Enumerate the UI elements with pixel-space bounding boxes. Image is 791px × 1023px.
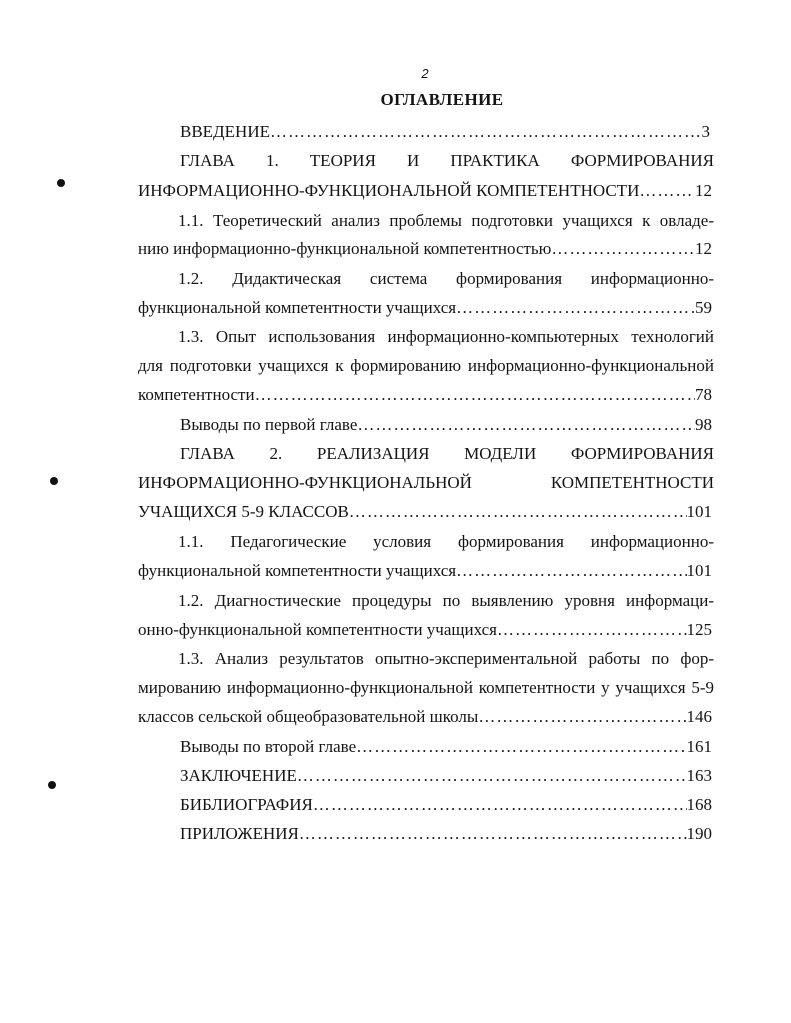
toc-entry-text: функциональной компетентности учащихся — [138, 561, 457, 580]
toc-entry-page: 163 — [686, 766, 712, 785]
toc-section-2-3-line-1: 1.3. Анализ результатов опытно-экспериментальной работы по фор- — [178, 649, 714, 668]
toc-section-2-3-line-2: мированию информационно-функциональной компетентности у учащихся 5-9 — [138, 678, 714, 697]
toc-section-1-3 — [138, 384, 712, 406]
toc-entry-page: 101 — [686, 502, 712, 521]
toc-entry-text: ИНФОРМАЦИОННО-ФУНКЦИОНАЛЬНОЙ КОМПЕТЕНТНОСТИ — [138, 181, 640, 200]
leader-dots — [456, 560, 686, 582]
toc-entry-page: 3 — [701, 122, 710, 141]
toc-entry-text: функциональной компетентности учащихся — [138, 298, 457, 317]
toc-entry-text: компетентности — [138, 385, 255, 404]
punch-hole-mark — [57, 179, 65, 187]
punch-hole-mark — [48, 781, 56, 789]
punch-hole-mark — [50, 477, 58, 485]
leader-dots — [356, 736, 686, 758]
toc-entry-page: 101 — [686, 561, 712, 580]
leader-dots — [456, 297, 695, 319]
leader-dots — [313, 794, 687, 816]
toc-section-2-3 — [138, 706, 712, 728]
leader-dots — [639, 180, 695, 202]
toc-chapter-1-line-1: ГЛАВА 1. ТЕОРИЯ И ПРАКТИКА ФОРМИРОВАНИЯ — [180, 151, 714, 170]
leader-dots — [551, 238, 695, 260]
toc-entry-text: онно-функциональной компетентности учащихся — [138, 620, 497, 639]
toc-entry-text: ВВЕДЕНИЕ — [180, 122, 270, 141]
toc-section-2-2 — [138, 619, 712, 641]
toc-entry-page: 12 — [695, 239, 712, 258]
toc-entry-text: Выводы по второй главе — [180, 737, 357, 756]
toc-entry-text: нию информационно-функциональной компетентностью — [138, 239, 552, 258]
toc-entry-intro — [180, 121, 710, 143]
leader-dots — [497, 619, 687, 641]
toc-entry-text: классов сельской общеобразовательной школы — [138, 707, 479, 726]
toc-entry-page: 125 — [686, 620, 712, 639]
toc-entry-page: 12 — [695, 181, 712, 200]
toc-entry-text: ЗАКЛЮЧЕНИЕ — [180, 766, 297, 785]
toc-entry-conclusion — [180, 765, 712, 787]
page-number: 2 — [421, 66, 429, 81]
toc-chapter-2-line-2: ИНФОРМАЦИОННО-ФУНКЦИОНАЛЬНОЙ КОМПЕТЕНТНОСТИ — [138, 473, 714, 492]
toc-entry-bibliography — [180, 794, 712, 816]
toc-section-1-2-line-1: 1.2. Дидактическая система формирования информационно- — [178, 269, 714, 288]
toc-chapter-1 — [138, 180, 712, 202]
toc-section-1-1 — [138, 238, 712, 260]
toc-section-2-2-line-1: 1.2. Диагностические процедуры по выявлению уровня информаци- — [178, 591, 714, 610]
leader-dots — [478, 706, 686, 728]
leader-dots — [357, 414, 695, 436]
toc-entry-text: УЧАЩИХСЯ 5-9 КЛАССОВ — [138, 502, 349, 521]
leader-dots — [299, 823, 687, 845]
page-title: ОГЛАВЛЕНИЕ — [380, 90, 504, 109]
leader-dots — [349, 501, 687, 523]
toc-section-2-1-line-1: 1.1. Педагогические условия формирования информационно- — [178, 532, 714, 551]
toc-section-1-1-line-1: 1.1. Теоретический анализ проблемы подготовки учащихся к овладе- — [178, 211, 714, 230]
toc-chapter-2-line-1: ГЛАВА 2. РЕАЛИЗАЦИЯ МОДЕЛИ ФОРМИРОВАНИЯ — [180, 444, 714, 463]
toc-entry-page: 98 — [695, 415, 712, 434]
toc-entry-page: 78 — [695, 385, 712, 404]
toc-section-1-2 — [138, 297, 712, 319]
toc-conclusion-chapter-2 — [180, 736, 712, 758]
toc-entry-page: 59 — [695, 298, 712, 317]
toc-entry-text: ПРИЛОЖЕНИЯ — [180, 824, 299, 843]
toc-entry-page: 161 — [686, 737, 712, 756]
toc-entry-text: Выводы по первой главе — [180, 415, 358, 434]
leader-dots — [255, 384, 695, 406]
toc-entry-page: 168 — [686, 795, 712, 814]
toc-entry-page: 146 — [686, 707, 712, 726]
toc-conclusion-chapter-1 — [180, 414, 712, 436]
toc-entry-text: БИБЛИОГРАФИЯ — [180, 795, 313, 814]
toc-section-1-3-line-2: для подготовки учащихся к формированию информационно-функциональной — [138, 356, 714, 375]
toc-entry-appendix — [180, 823, 712, 845]
toc-entry-page: 190 — [686, 824, 712, 843]
toc-section-2-1 — [138, 560, 712, 582]
leader-dots — [270, 121, 702, 143]
leader-dots — [297, 765, 687, 787]
toc-chapter-2 — [138, 501, 712, 523]
toc-section-1-3-line-1: 1.3. Опыт использования информационно-компьютерных технологий — [178, 327, 714, 346]
